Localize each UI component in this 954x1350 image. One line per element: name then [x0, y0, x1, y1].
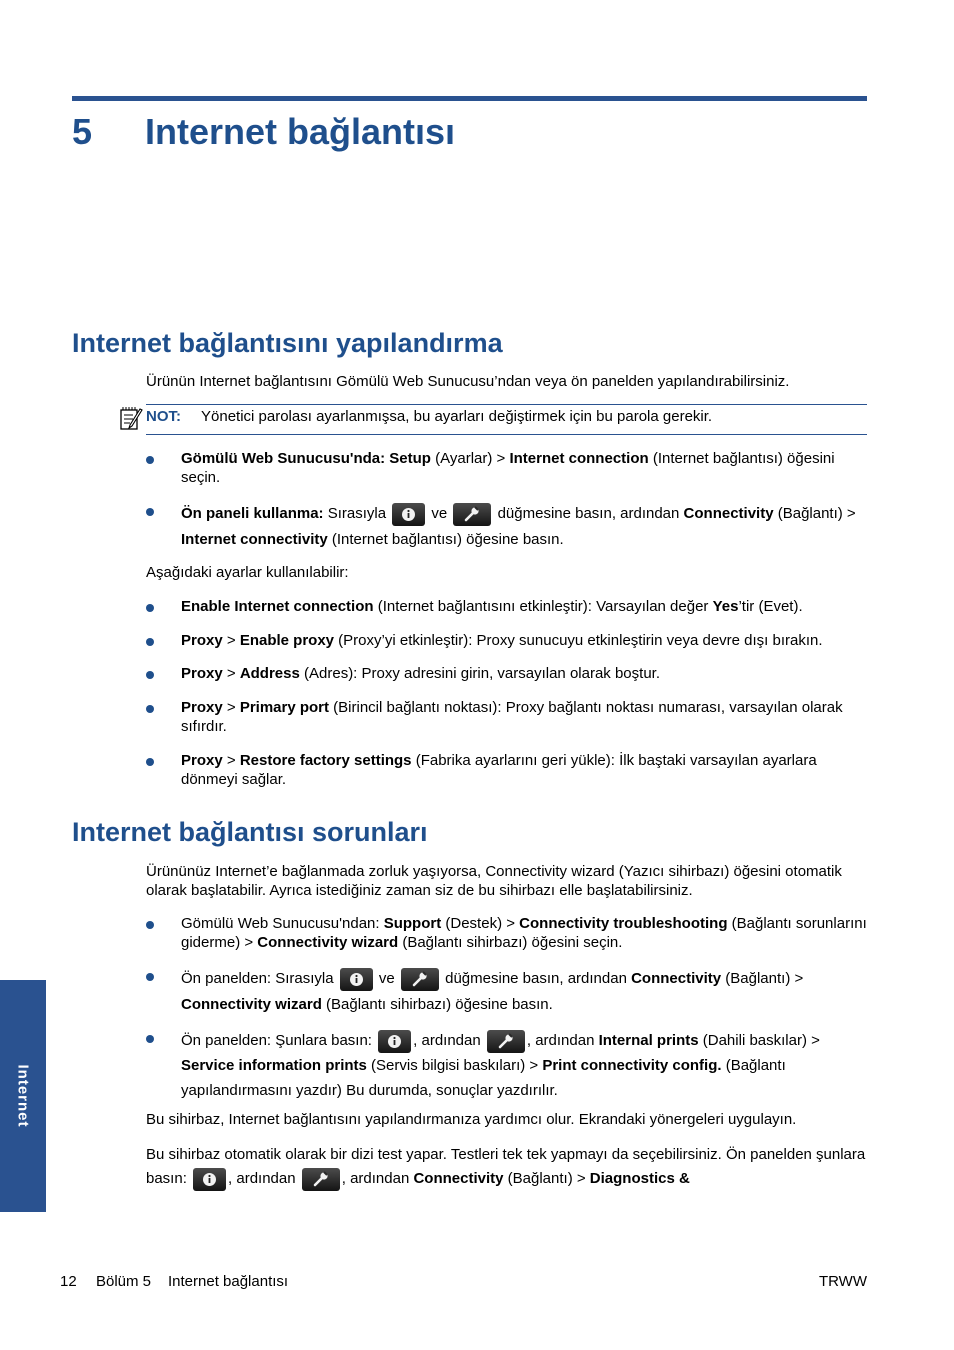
footer-chapter-title: Internet bağlantısı — [168, 1273, 289, 1290]
list-item: Proxy > Address (Adres): Proxy adresini girin, varsayılan olarak boştur. — [181, 665, 660, 682]
info-button[interactable] — [378, 1030, 411, 1053]
list-item: Gömülü Web Sunucusu'nda: Setup (Ayarlar) > Internet connection (Internet bağlantısı) öğesini seçin. — [181, 450, 835, 486]
note-bottom-rule — [146, 434, 867, 435]
list-item: Proxy > Restore factory settings (Fabrika ayarlarını geri yükle): İlk baştaki varsayılan ayarlara dönmeyi sağlar. — [181, 752, 817, 788]
section2-intro: Ürününüz Internet’e bağlanmada zorluk yaşıyorsa, Connectivity wizard (Yazıcı sihirbazı) öğesini otomatik olarak başlatabilir. Ayrıca istediğiniz zaman siz de bu sihirbazı elle başlatabilirsiniz. — [146, 863, 842, 899]
bullet — [146, 705, 154, 713]
bullet — [146, 638, 154, 646]
bullet — [146, 604, 154, 612]
side-tab-label: Internet — [14, 1064, 32, 1128]
footer-code: TRWW — [818, 1273, 867, 1290]
bullet — [146, 1035, 154, 1043]
top-rule — [72, 96, 867, 101]
wrench-button[interactable] — [453, 503, 491, 526]
list-item: Proxy > Primary port (Birincil bağlantı noktası): Proxy bağlantı noktası numarası, varsayılan olarak sıfırdır. — [181, 699, 843, 735]
chapter-number: 5 — [72, 111, 93, 152]
list-item: Gömülü Web Sunucusu'ndan: Support (Destek) > Connectivity troubleshooting (Bağlantı sorunlarını giderme) > Connectivity wizard (Bağlantı sihirbazı) öğesini seçin. — [181, 915, 867, 951]
chapter-title: Internet bağlantısı — [145, 111, 456, 152]
list-item: Enable Internet connection (Internet bağlantısını etkinleştir): Varsayılan değer Yes’tir (Evet). — [181, 598, 803, 615]
wrench-button[interactable] — [487, 1030, 525, 1053]
info-button[interactable] — [392, 503, 425, 526]
bullet — [146, 671, 154, 679]
footer-chapter-ref: Bölüm 5 — [96, 1273, 152, 1290]
list-item: Ön panelden: Şunlara basın: , ardından , ardından Internal prints (Dahili baskılar) > Service information prints (Servis bilgisi baskıları) > Print connectivity config. (Bağlantı yapılandırmasını yazdır) Bu durumda, sonuçlar yazdırılır. — [181, 1028, 871, 1103]
paragraph-tests: Bu sihirbaz otomatik olarak bir dizi test yapar. Testleri tek tek yapmayı da seçebilirsiniz. Ön panelden şunlara basın: , ardından , ardından Connectivity (Bağlantı) > Diagnostics & — [146, 1143, 868, 1191]
info-button[interactable] — [340, 968, 373, 991]
section-heading-configure: Internet bağlantısını yapılandırma — [72, 328, 503, 358]
list-item: Ön paneli kullanma: Sırasıyla ve düğmesine basın, ardından Connectivity (Bağlantı) > Internet connectivity (Internet bağlantısı) öğesine basın. — [181, 501, 871, 553]
bullet — [146, 508, 154, 516]
paragraph-wizard-help: Bu sihirbaz, Internet bağlantısını yapılandırmanıza yardımcı olur. Ekrandaki yönergeleri uygulayın. — [146, 1111, 797, 1128]
note-icon — [119, 405, 143, 431]
settings-intro: Aşağıdaki ayarlar kullanılabilir: — [146, 564, 349, 581]
wrench-button[interactable] — [401, 968, 439, 991]
note-label: NOT: — [146, 408, 181, 425]
bullet — [146, 921, 154, 929]
wrench-button[interactable] — [302, 1168, 340, 1191]
footer-page-number: 12 — [60, 1273, 77, 1290]
section-heading-troubleshooting: Internet bağlantısı sorunları — [72, 817, 428, 847]
section1-intro: Ürünün Internet bağlantısını Gömülü Web Sunucusu’ndan veya ön panelden yapılandırabilirsiniz. — [146, 373, 790, 390]
info-button[interactable] — [193, 1168, 226, 1191]
bullet — [146, 758, 154, 766]
list-item: Ön panelden: Sırasıyla ve düğmesine basın, ardından Connectivity (Bağlantı) > Connectivity wizard (Bağlantı sihirbazı) öğesine basın. — [181, 966, 871, 1018]
list-item: Proxy > Enable proxy (Proxy’yi etkinleştir): Proxy sunucuyu etkinleştirin veya devre dışı bırakın. — [181, 632, 823, 649]
bullet — [146, 456, 154, 464]
note-top-rule — [146, 404, 867, 405]
note-text: Yönetici parolası ayarlanmışsa, bu ayarları değiştirmek için bu parola gerekir. — [201, 408, 713, 425]
bullet — [146, 973, 154, 981]
